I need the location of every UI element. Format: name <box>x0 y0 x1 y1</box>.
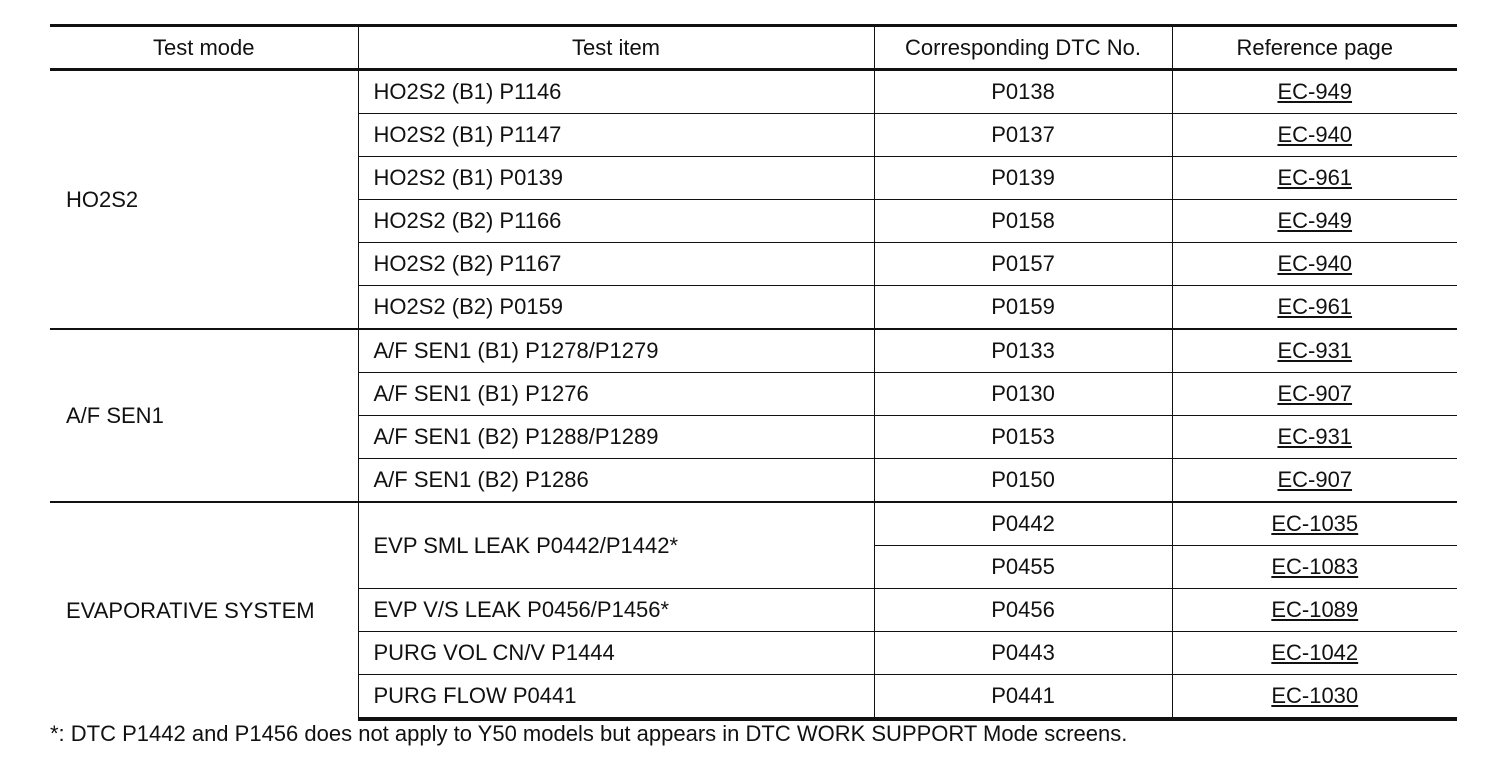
reference-page-link[interactable]: EC-1042 <box>1271 640 1359 665</box>
test-item: HO2S2 (B2) P0159 <box>358 286 874 330</box>
reference-page-link[interactable]: EC-907 <box>1277 467 1353 492</box>
reference-page-link[interactable]: EC-1035 <box>1271 511 1359 536</box>
reference-page-link[interactable]: EC-931 <box>1277 424 1353 449</box>
reference-page-link[interactable]: EC-949 <box>1277 79 1353 104</box>
test-item: EVP V/S LEAK P0456/P1456* <box>358 589 874 632</box>
reference-page-link[interactable]: EC-949 <box>1277 208 1353 233</box>
test-item: HO2S2 (B2) P1166 <box>358 200 874 243</box>
dtc-reference-table <box>50 24 1457 721</box>
dtc-number: P0157 <box>874 243 1172 286</box>
test-item: A/F SEN1 (B2) P1288/P1289 <box>358 416 874 459</box>
reference-page-link[interactable]: EC-961 <box>1277 294 1353 319</box>
test-item: EVP SML LEAK P0442/P1442* <box>358 502 874 589</box>
dtc-number: P0150 <box>874 459 1172 503</box>
footnote: *: DTC P1442 and P1456 does not apply to Y50 models but appears in DTC WORK SUPPORT Mode screens. <box>50 721 1128 746</box>
test-item: HO2S2 (B1) P1146 <box>358 70 874 114</box>
dtc-number: P0441 <box>874 675 1172 720</box>
dtc-number: P0442 <box>874 502 1172 546</box>
test-mode-ho2s2: HO2S2 <box>50 70 358 330</box>
test-item: PURG VOL CN/V P1444 <box>358 632 874 675</box>
dtc-number: P0133 <box>874 329 1172 373</box>
header-test-mode: Test mode <box>50 26 358 70</box>
dtc-number: P0456 <box>874 589 1172 632</box>
test-mode-af-sen1: A/F SEN1 <box>50 329 358 502</box>
reference-page-link[interactable]: EC-907 <box>1277 381 1353 406</box>
dtc-number: P0153 <box>874 416 1172 459</box>
test-item: A/F SEN1 (B2) P1286 <box>358 459 874 503</box>
test-item: HO2S2 (B2) P1167 <box>358 243 874 286</box>
dtc-number: P0158 <box>874 200 1172 243</box>
header-reference-page: Reference page <box>1172 26 1457 70</box>
table-row <box>50 329 1457 373</box>
header-test-item: Test item <box>358 26 874 70</box>
reference-page-link[interactable]: EC-1083 <box>1271 554 1359 579</box>
dtc-number: P0443 <box>874 632 1172 675</box>
table-header-row <box>50 26 1457 70</box>
dtc-number: P0455 <box>874 546 1172 589</box>
table-row <box>50 70 1457 114</box>
test-item: HO2S2 (B1) P1147 <box>358 114 874 157</box>
header-dtc-no: Corresponding DTC No. <box>874 26 1172 70</box>
reference-page-link[interactable]: EC-940 <box>1277 122 1353 147</box>
reference-page-link[interactable]: EC-1030 <box>1271 683 1359 708</box>
test-mode-evaporative-system: EVAPORATIVE SYSTEM <box>50 502 358 719</box>
dtc-number: P0130 <box>874 373 1172 416</box>
reference-page-link[interactable]: EC-931 <box>1277 338 1353 363</box>
dtc-number: P0139 <box>874 157 1172 200</box>
dtc-number: P0137 <box>874 114 1172 157</box>
dtc-number: P0138 <box>874 70 1172 114</box>
dtc-number: P0159 <box>874 286 1172 330</box>
test-item: PURG FLOW P0441 <box>358 675 874 720</box>
reference-page-link[interactable]: EC-940 <box>1277 251 1353 276</box>
reference-page-link[interactable]: EC-961 <box>1277 165 1353 190</box>
table-row <box>50 502 1457 546</box>
test-item: HO2S2 (B1) P0139 <box>358 157 874 200</box>
reference-page-link[interactable]: EC-1089 <box>1271 597 1359 622</box>
test-item: A/F SEN1 (B1) P1276 <box>358 373 874 416</box>
test-item: A/F SEN1 (B1) P1278/P1279 <box>358 329 874 373</box>
